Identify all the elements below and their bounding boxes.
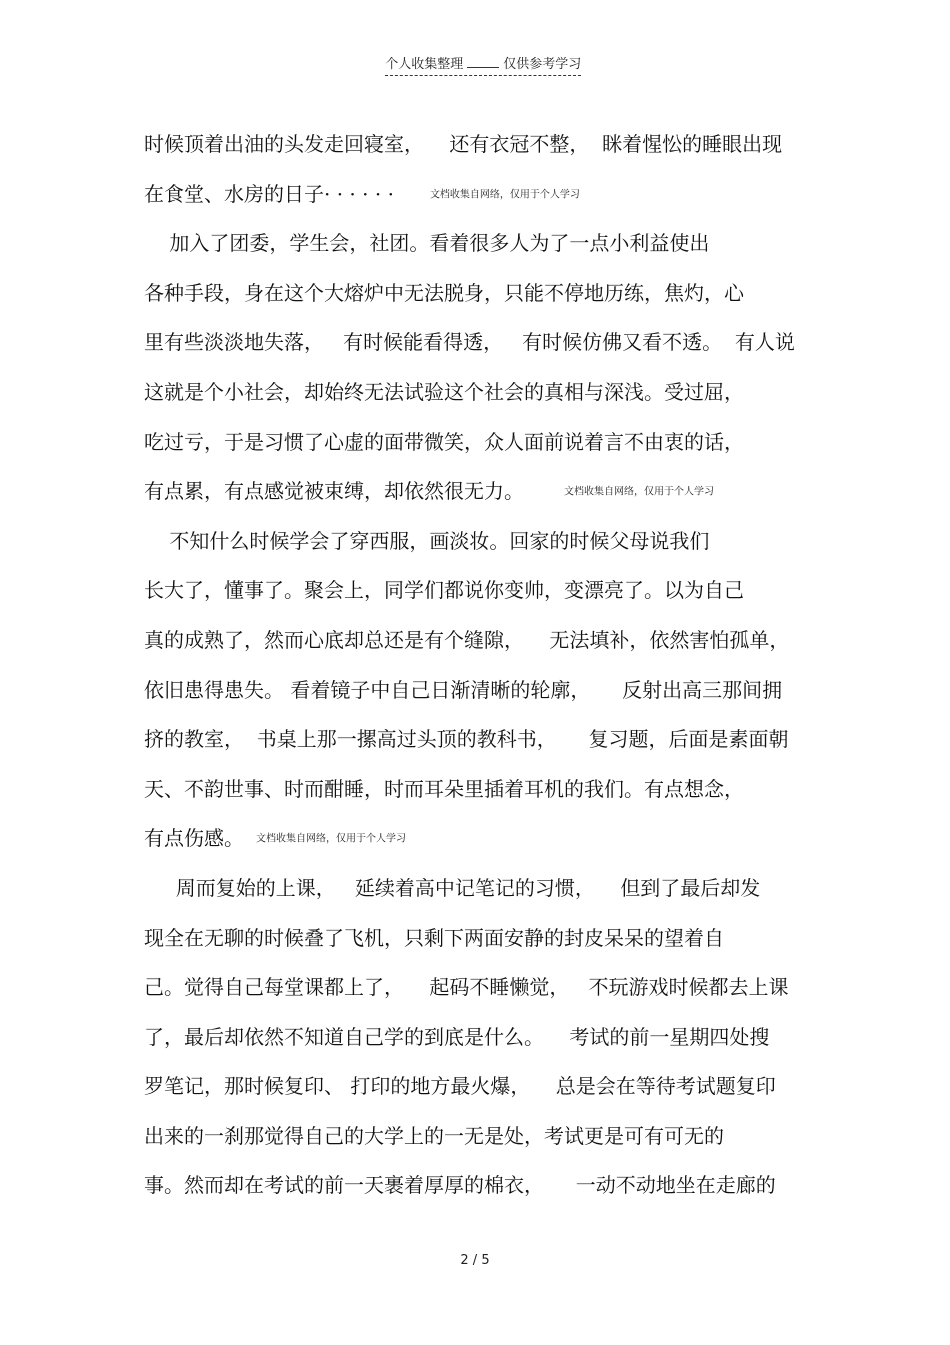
text-line bbox=[144, 566, 824, 616]
text-line bbox=[144, 1013, 824, 1063]
text-line bbox=[144, 269, 824, 319]
text-line bbox=[144, 219, 824, 269]
text-line bbox=[144, 517, 824, 567]
line-text: 真的成熟了，然而心底却总还是有个缝隙， 无法填补，依然害怕孤单， bbox=[144, 627, 790, 652]
line-text: 吃过亏，于是习惯了心虚的面带微笑，众人面前说着言不由衷的话， bbox=[144, 429, 744, 454]
text-line bbox=[144, 120, 824, 170]
line-text: 加入了团委，学生会，社团。看着很多人为了一点小利益使出 bbox=[144, 231, 710, 256]
text-line bbox=[144, 418, 824, 468]
line-text: 依旧患得患失。 看着镜子中自己日渐清晰的轮廓， 反射出高三那间拥 bbox=[144, 677, 783, 702]
line-text: 在食堂、水房的日子· · · · · · bbox=[144, 181, 394, 206]
line-text: 罗笔记，那时候复印、 打印的地方最火爆， 总是会在等待考试题复印 bbox=[144, 1074, 776, 1099]
header-gap-rule bbox=[467, 57, 499, 68]
line-text: 这就是个小社会，却始终无法试验这个社会的真相与深浅。受过屈， bbox=[144, 379, 744, 404]
line-text: 现全在无聊的时候叠了飞机，只剩下两面安静的封皮呆呆的望着自 bbox=[144, 925, 724, 950]
line-text: 有点累，有点感觉被束缚，却依然很无力。 bbox=[144, 479, 524, 504]
line-text: 天、不韵世事、时而酣睡，时而耳朵里插着耳机的我们。有点想念， bbox=[144, 776, 744, 801]
line-text: 各种手段，身在这个大熔炉中无法脱身，只能不停地历练，焦灼，心 bbox=[144, 280, 744, 305]
line-text: 事。然而却在考试的前一天裹着厚厚的棉衣， 一动不动地坐在走廊的 bbox=[144, 1173, 776, 1198]
text-line bbox=[144, 1112, 824, 1162]
text-line bbox=[144, 318, 824, 368]
line-text: 不知什么时候学会了穿西服，画淡妆。回家的时候父母说我们 bbox=[144, 528, 710, 553]
line-text: 有点伤感。 bbox=[144, 826, 244, 851]
text-line bbox=[144, 765, 824, 815]
text-line bbox=[144, 467, 824, 517]
page-header bbox=[0, 38, 950, 91]
source-note: 文档收集自网络，仅用于个人学习 bbox=[429, 189, 580, 201]
text-line bbox=[144, 814, 824, 864]
line-text: 时候顶着出油的头发走回寝室， 还有衣冠不整， 眯着惺忪的睡眼出现 bbox=[144, 132, 783, 156]
line-text: 了，最后却依然不知道自己学的到底是什么。 考试的前一星期四处搜 bbox=[144, 1024, 770, 1049]
line-text: 周而复始的上课， 延续着高中记笔记的习惯， 但到了最后却发 bbox=[144, 875, 761, 900]
line-text: 己。觉得自己每堂课都上了， 起码不睡懒觉， 不玩游戏时候都去上课 bbox=[144, 975, 789, 1000]
text-line bbox=[144, 666, 824, 716]
text-line bbox=[144, 368, 824, 418]
text-line bbox=[144, 963, 824, 1013]
text-line bbox=[144, 170, 824, 220]
line-text: 挤的教室， 书桌上那一摞高过头顶的教科书， 复习题，后面是素面朝 bbox=[144, 727, 789, 752]
line-text: 出来的一刹那觉得自己的大学上的一无是处，考试更是可有可无的 bbox=[144, 1123, 724, 1148]
header-left-text: 个人收集整理 bbox=[385, 57, 464, 72]
page-number: 2 / 5 bbox=[460, 1253, 490, 1268]
header-right-text: 仅供参考学习 bbox=[503, 57, 582, 72]
source-note: 文档收集自网络，仅用于个人学习 bbox=[564, 486, 714, 498]
text-line bbox=[144, 1062, 824, 1112]
text-line bbox=[144, 1161, 824, 1211]
header-rule bbox=[385, 53, 581, 76]
source-note: 文档收集自网络，仅用于个人学习 bbox=[256, 834, 406, 846]
text-line bbox=[144, 864, 824, 914]
text-line bbox=[144, 616, 824, 666]
body-text bbox=[144, 120, 824, 1211]
line-text: 里有些淡淡地失落， 有时候能看得透， 有时候仿佛又看不透。 有人说 bbox=[144, 330, 795, 355]
text-line bbox=[144, 715, 824, 765]
line-text: 长大了，懂事了。聚会上，同学们都说你变帅，变漂亮了。以为自己 bbox=[144, 578, 744, 603]
text-line bbox=[144, 914, 824, 964]
